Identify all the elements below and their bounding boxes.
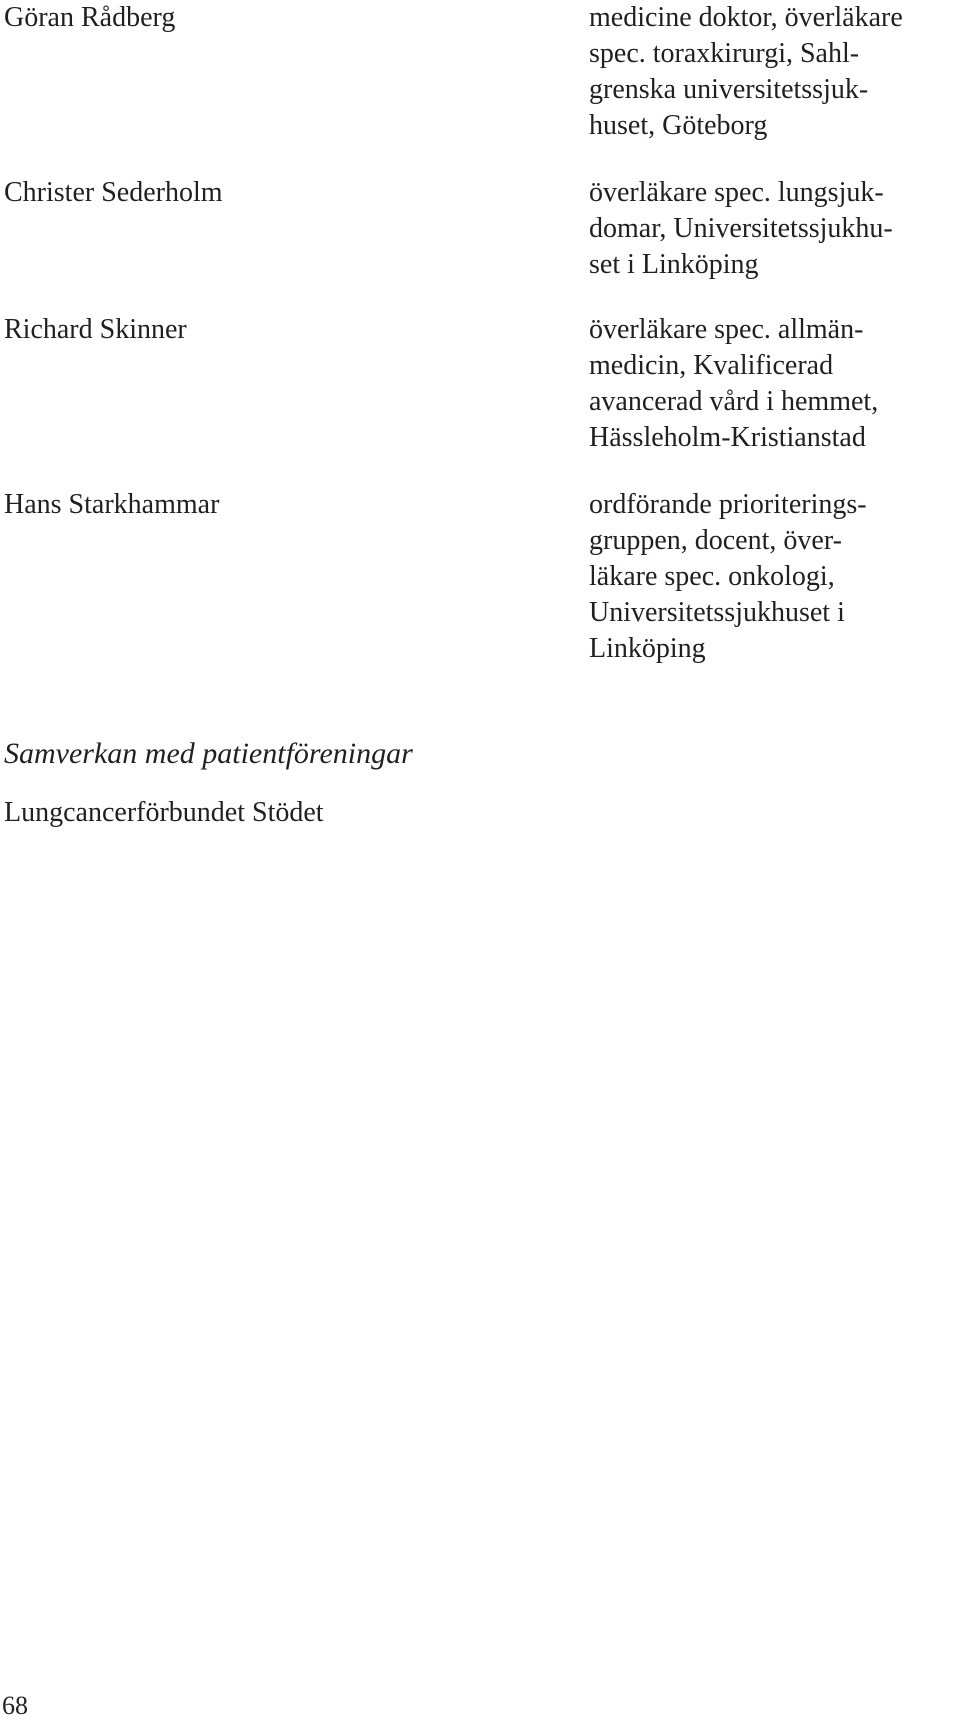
member-role — [589, 175, 959, 283]
role-line: Hässleholm-Kristianstad — [589, 422, 866, 453]
member-name: Hans Starkhammar — [4, 489, 220, 520]
member-name: Göran Rådberg — [4, 2, 176, 33]
role-line: Universitetssjukhuset i — [589, 597, 845, 628]
member-name: Christer Sederholm — [4, 177, 223, 208]
role-line: avancerad vård i hemmet, — [589, 386, 879, 417]
role-line: Linköping — [589, 633, 706, 664]
role-line: spec. toraxkirurgi, Sahl- — [589, 38, 860, 69]
role-line: domar, Universitetssjukhu- — [589, 213, 893, 244]
role-line: gruppen, docent, över- — [589, 525, 842, 556]
role-line: överläkare spec. lungsjuk- — [589, 177, 884, 208]
role-line: set i Linköping — [589, 249, 759, 280]
page-number: 68 — [2, 1691, 28, 1720]
role-line: ordförande prioriterings- — [589, 489, 867, 520]
member-role — [589, 487, 959, 667]
role-line: grenska universitetssjuk- — [589, 74, 869, 105]
section-heading: Samverkan med patientföreningar — [4, 737, 413, 770]
section-item: Lungcancerförbundet Stödet — [4, 797, 324, 828]
role-line: medicin, Kvalificerad — [589, 350, 834, 381]
role-line: överläkare spec. allmän- — [589, 314, 864, 345]
role-line: medicine doktor, överläkare — [589, 2, 903, 33]
role-line: läkare spec. onkologi, — [589, 561, 835, 592]
member-role — [589, 0, 959, 144]
role-line: huset, Göteborg — [589, 110, 768, 141]
member-name: Richard Skinner — [4, 314, 187, 345]
member-role — [589, 312, 959, 456]
